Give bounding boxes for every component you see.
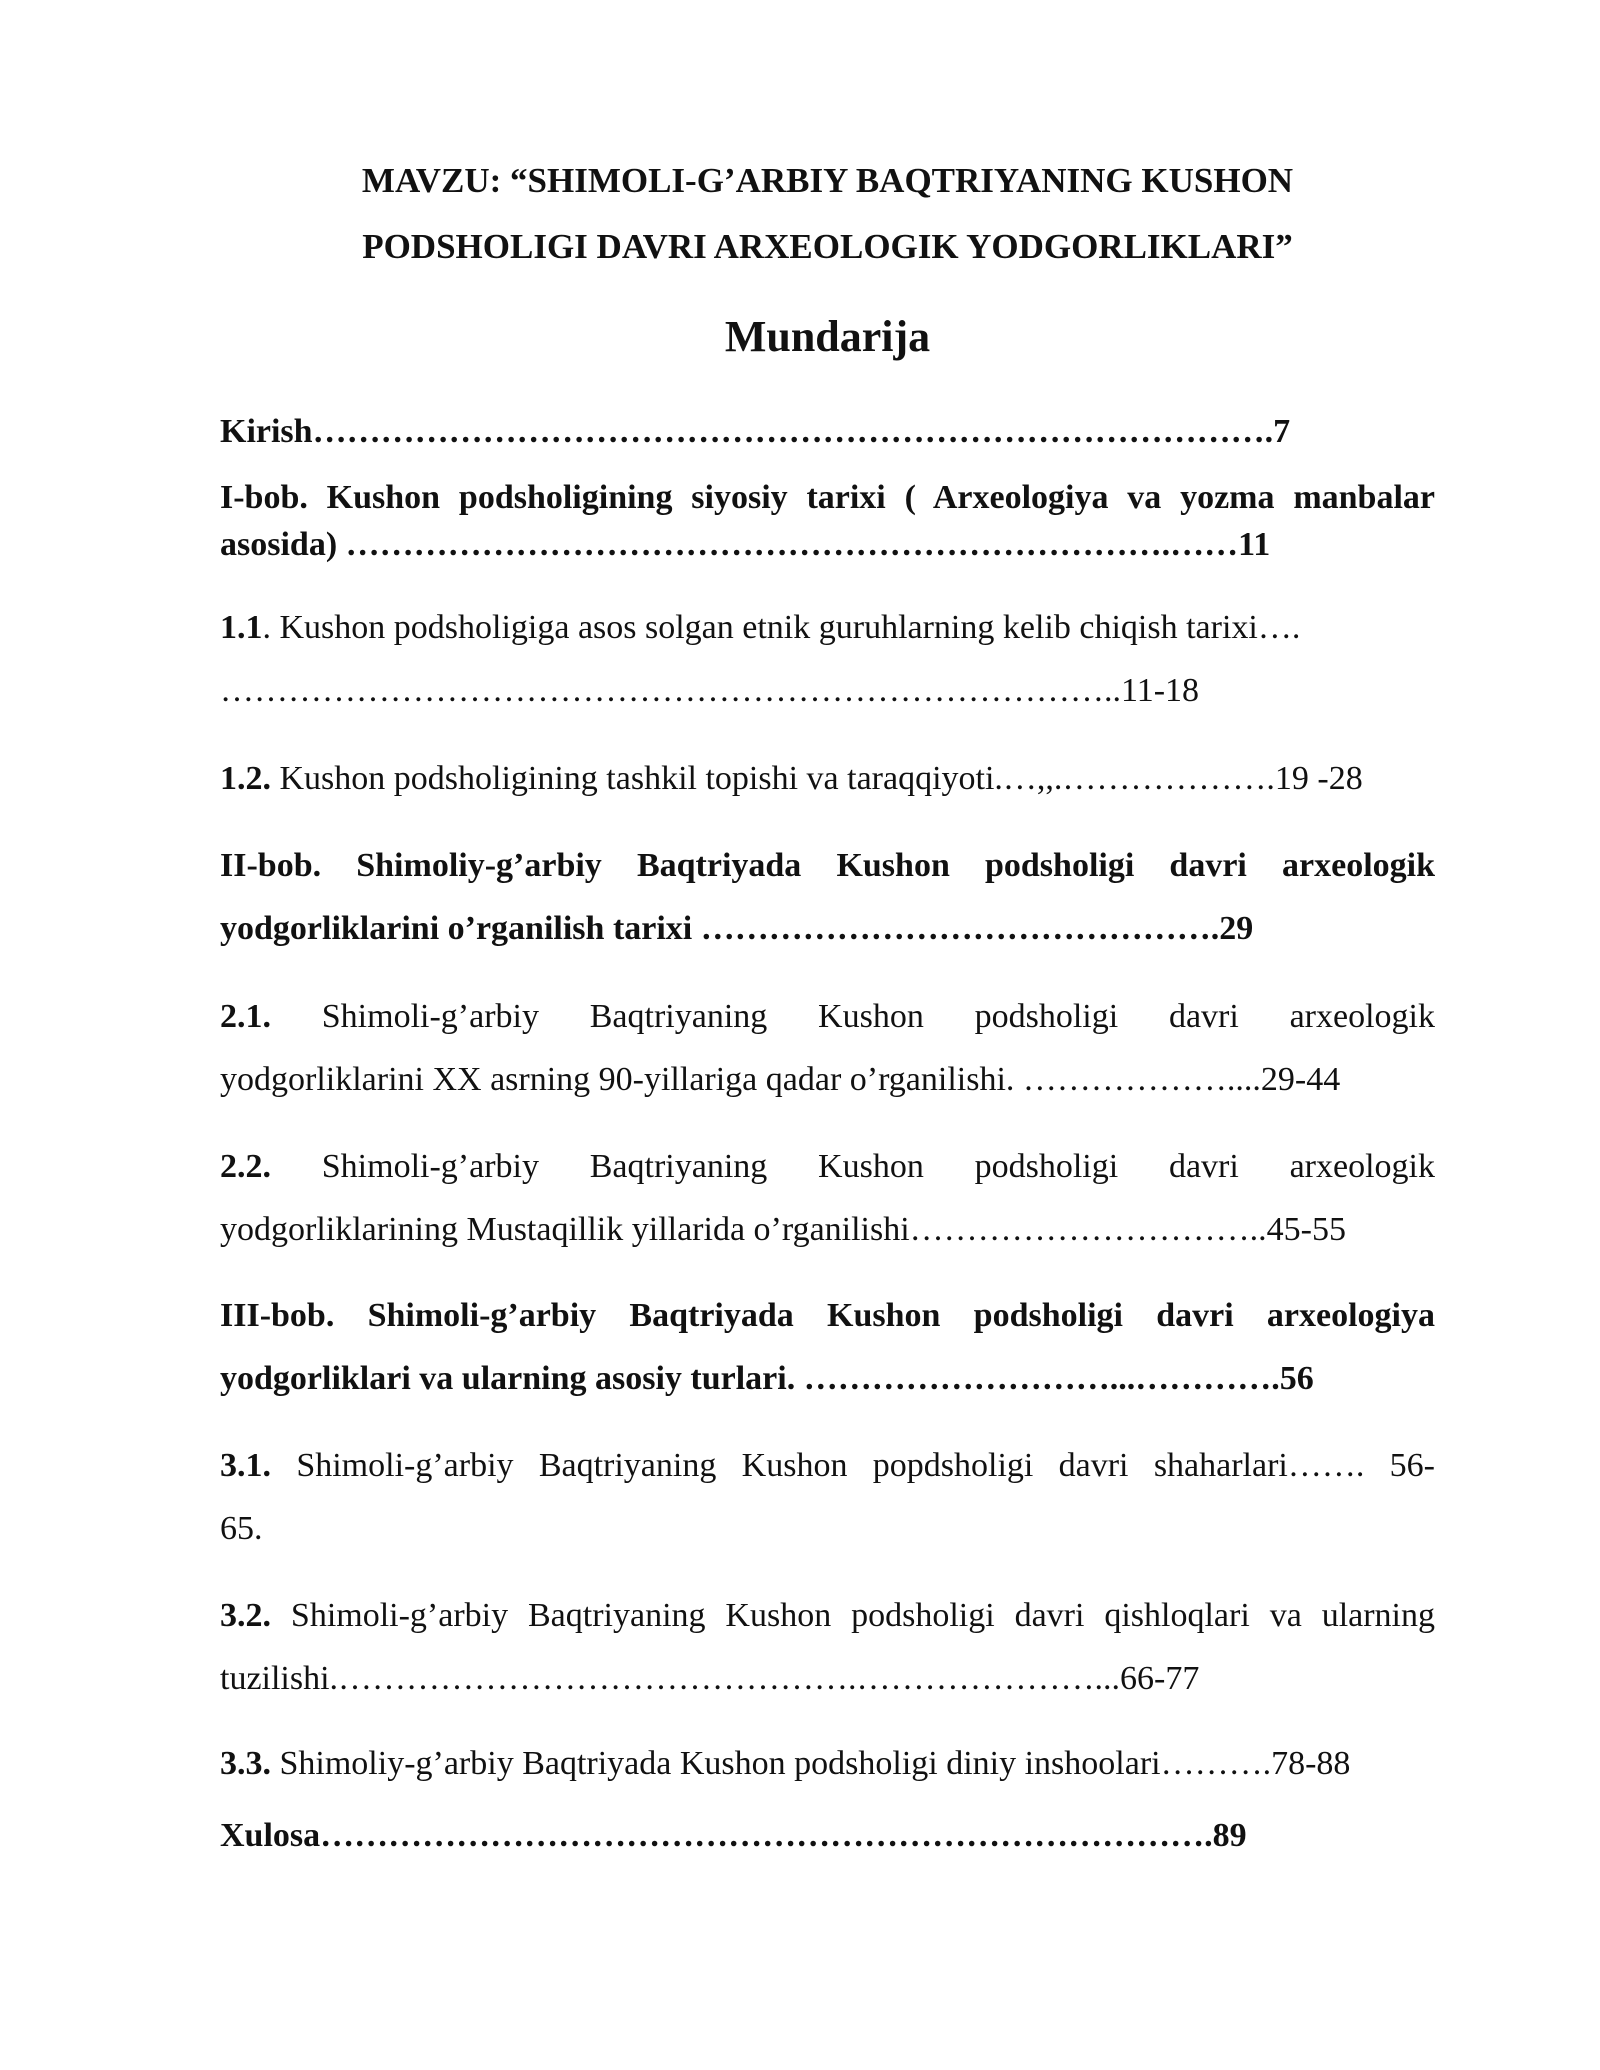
toc-bob2-line1: II-bob. Shimoliy-g’arbiy Baqtriyada Kushon podsholigi davri arxeologik	[220, 847, 1435, 884]
toc-bob3-line2: yodgorliklari va ularning asosiy turlari. ………………………...………….56	[220, 1360, 1314, 1397]
toc-bob1-line2: asosida) ……………………………………………………………….……11	[220, 526, 1271, 563]
toc-2-2-line1	[220, 1135, 1435, 1198]
toc-1-1-text: . Kushon podsholigiga asos solgan etnik guruhlarning kelib chiqish tarixi….	[262, 609, 1301, 646]
toc-1-1-line2: ……………………………………………………………………..11-18	[220, 672, 1200, 709]
toc-entry-2-2	[220, 1135, 1435, 1261]
toc-1-1-number: 1.1	[220, 609, 263, 646]
title-line-1: MAVZU: “SHIMOLI-G’ARBIY BAQTRIYANING KUSHON	[361, 161, 1294, 200]
toc-bob1-line1: I-bob. Kushon podsholigining siyosiy tarixi ( Arxeologiya va yozma manbalar	[220, 479, 1435, 516]
toc-3-1-text: Shimoli-g’arbiy Baqtriyaning Kushon popdsholigi davri shaharlari……. 56-	[271, 1447, 1435, 1484]
toc-entry-3-1	[220, 1434, 1435, 1560]
toc-3-2-number: 3.2.	[220, 1597, 271, 1634]
toc-entry-3-3	[220, 1732, 1435, 1795]
toc-2-2-line2: yodgorliklarining Mustaqillik yillarida o’rganilishi…………………………..45-55	[220, 1211, 1347, 1248]
toc-3-1-line2: 65.	[220, 1510, 263, 1547]
toc-2-1-number: 2.1.	[220, 998, 271, 1035]
toc-2-1-line2: yodgorliklarini XX asrning 90-yillariga qadar o’rganilishi. ………………....29-44	[220, 1061, 1341, 1098]
toc-2-2-text: Shimoli-g’arbiy Baqtriyaning Kushon podsholigi davri arxeologik	[271, 1148, 1435, 1185]
toc-entry-1-2	[220, 747, 1435, 810]
toc-kirish-text: Kirish………………………………………………………………………….7	[220, 413, 1291, 450]
toc-entry-bob1	[220, 474, 1435, 568]
toc-3-3-number: 3.3.	[220, 1745, 271, 1782]
toc-2-1-text: Shimoli-g’arbiy Baqtriyaning Kushon podsholigi davri arxeologik	[271, 998, 1435, 1035]
toc-entry-3-2	[220, 1584, 1435, 1710]
toc-3-2-text: Shimoli-g’arbiy Baqtriyaning Kushon podsholigi davri qishloqlari va ularning	[271, 1597, 1435, 1634]
toc-entry-bob3	[220, 1284, 1435, 1410]
toc-3-1-number: 3.1.	[220, 1447, 271, 1484]
toc-2-1-line1	[220, 985, 1435, 1048]
toc-xulosa-text: Xulosa…………………………………………………………………….89	[220, 1817, 1247, 1854]
document-title	[220, 148, 1435, 280]
toc-entry-kirish	[220, 400, 1435, 463]
toc-entry-bob2	[220, 834, 1435, 960]
toc-1-1-line1	[220, 596, 1435, 659]
toc-1-2-text: Kushon podsholigining tashkil topishi va taraqqiyoti.…,,.……………….19 -28	[271, 760, 1363, 797]
toc-3-2-line2: tuzilishi.……………………………………….…………………...66-77	[220, 1660, 1200, 1697]
contents-heading: Mundarija	[724, 312, 931, 361]
toc-bob2-line2: yodgorliklarini o’rganilish tarixi ……………………………………….29	[220, 910, 1254, 947]
toc-3-2-line1	[220, 1584, 1435, 1647]
toc-bob3-line1: III-bob. Shimoli-g’arbiy Baqtriyada Kushon podsholigi davri arxeologiya	[220, 1297, 1435, 1334]
title-line-2: PODSHOLIGI DAVRI ARXEOLOGIK YODGORLIKLARI”	[362, 227, 1293, 266]
toc-2-2-number: 2.2.	[220, 1148, 271, 1185]
toc-3-3-text: Shimoliy-g’arbiy Baqtriyada Kushon podsholigi diniy inshoolari……….78-88	[271, 1745, 1351, 1782]
toc-entry-2-1	[220, 985, 1435, 1111]
toc-3-1-line1	[220, 1434, 1435, 1497]
toc-entry-xulosa	[220, 1804, 1435, 1867]
toc-entry-1-1	[220, 596, 1435, 722]
toc-1-2-number: 1.2.	[220, 760, 271, 797]
